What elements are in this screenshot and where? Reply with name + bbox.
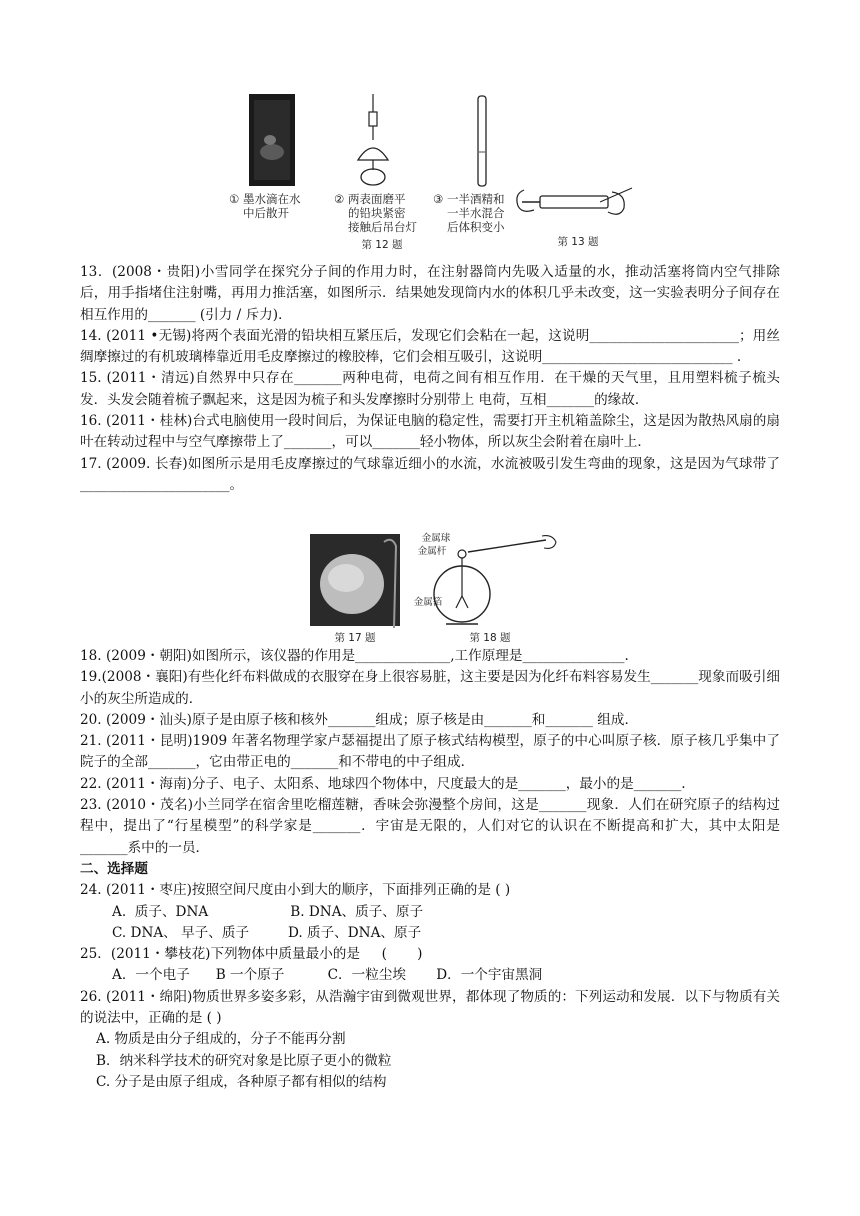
question-24-options-cd: C. DNA、 早子、质子 D. 质子、DNA、原子 (112, 924, 422, 941)
caption-q12-2-line3: 接触后吊台灯 (348, 220, 417, 234)
caption-q12-3-line3: 后体积变小 (447, 220, 505, 234)
question-21: 21. (2011・昆明)1909 年著名物理学家卢瑟福提出了原子核式结构模型，原子的中心叫原子核．原子核几乎集中了院子的全部_______，它由带正电的_______和不带电的中子组成． (80, 733, 780, 771)
figure-label-q18: 第 18 题 (469, 632, 511, 644)
question-26-option-b: B．纳米科学技术的研究对象是比原子更小的微粒 (96, 1052, 392, 1069)
question-13: 13．(2008・贵阳)小雪同学在探究分子间的作用力时，在注射器筒内先吸入适量的水，推动活塞将筒内空气排除后，用手指堵住注射嘴，再用力推活塞，如图所示．结果她发现筒内水的体积几乎未改变，这一实验表明分子间存在相互作用的_______ (引力 / 斥力)． (80, 264, 780, 323)
question-23: 23. (2010・茂名)小兰同学在宿舍里吃榴莲糖，香味会弥漫整个房间，这是_______现象．人们在研究原子的结构过程中，提出了“行星模型”的科学家是_______．宇宙是无限的，人们对它的认识在不断提高和扩大，其中太阳是_______系中的一员． (80, 797, 780, 856)
question-20: 20. (2009・汕头)原子是由原子核和核外_______组成；原子核是由_______和_______ 组成． (80, 711, 639, 728)
question-16: 16. (2011・桂林)台式电脑使用一段时间后，为保证电脑的稳定性，需要打开主机箱盖除尘，这是因为散热风扇的扇叶在转动过程中与空气摩擦带上了_______，可以_______轻小物体，所以灰尘会附着在扇叶上． (80, 413, 780, 451)
figure-q12-q13 (229, 92, 635, 252)
label-metal-ball: 金属球 (421, 533, 451, 544)
question-25-options: A．一个电子 B 一个原子 C．一粒尘埃 D．一个宇宙黑洞 (112, 967, 543, 984)
question-26-stem: 26. (2011・绵阳)物质世界多姿多彩，从浩瀚宇宙到微观世界，都体现了物质的：下列运动和发展．以下与物质有关的说法中，正确的是 ( ) (80, 988, 780, 1027)
question-18: 18. (2009・朝阳)如图所示，该仪器的作用是______________,工作原理是_______________. (80, 648, 629, 664)
label-metal-foil: 金属箔 (413, 597, 443, 608)
figure-q17-q18 (310, 532, 560, 644)
figure-label-q13: 第 13 题 (557, 236, 599, 248)
question-24-stem: 24. (2011・枣庄)按照空间尺度由小到大的顺序，下面排列正确的是 ( ) (80, 882, 511, 899)
section-heading-multiple-choice: 二、选择题 (80, 860, 148, 877)
question-22: 22. (2011・海南)分子、电子、太阳系、地球四个物体中，尺度最大的是_______，最小的是_______. (80, 775, 686, 792)
caption-q12-1-line1: ① 墨水滴在水 (229, 192, 301, 206)
caption-q12-3-line2: 一半水混合 (447, 206, 505, 220)
figure-label-q17: 第 17 题 (334, 632, 376, 644)
question-24-options-ab: A. 质子、DNA B. DNA、质子、原子 (112, 903, 424, 920)
caption-q12-1-line2: 中后散开 (243, 206, 289, 220)
question-26-option-a: A. 物质是由分子组成的，分子不能再分割 (96, 1031, 346, 1048)
caption-q12-3-line1: ③ 一半酒精和 (433, 192, 505, 206)
question-15: 15. (2011・清远)自然界中只存在_______两种电荷，电荷之间有相互作用．在干燥的天气里，且用塑料梳子梳头发．头发会随着梳子飘起来，这是因为梳子和头发摩擦时分别带上 电荷，互相_______的缘故． (80, 370, 780, 408)
question-26-option-c: C. 分子是由原子组成，各种原子都有相似的结构 (96, 1073, 387, 1090)
questions-13-17 (80, 262, 780, 496)
questions-18-23 (80, 646, 780, 1093)
question-19: 19.(2008・襄阳)有些化纤布料做成的衣服穿在身上很容易脏，这主要是因为化纤布料容易发生_______现象而吸引细小的灰尘所造成的． (80, 669, 780, 707)
caption-q12-2-line1: ② 两表面磨平 (334, 192, 406, 206)
figure-label-q12: 第 12 题 (361, 239, 403, 251)
label-metal-rod: 金属杆 (417, 546, 447, 557)
question-14: 14. (2011 •无锡)将两个表面光滑的铅块相互紧压后，发现它们会粘在一起，这说明______________________；用丝绸摩擦过的有机玻璃棒靠近用毛皮摩擦过的橡胶棒，它们会相互吸引，这说明____________________________ . (80, 327, 780, 366)
question-25-stem: 25．(2011・攀枝花)下列物体中质量最小的是 ( ) (80, 946, 423, 963)
caption-q12-2-line2: 的铅块紧密 (348, 206, 406, 220)
question-17: 17. (2009. 长春)如图所示是用毛皮摩擦过的气球靠近细小的水流，水流被吸引发生弯曲的现象，这是因为气球带了______________________。 (80, 455, 780, 493)
